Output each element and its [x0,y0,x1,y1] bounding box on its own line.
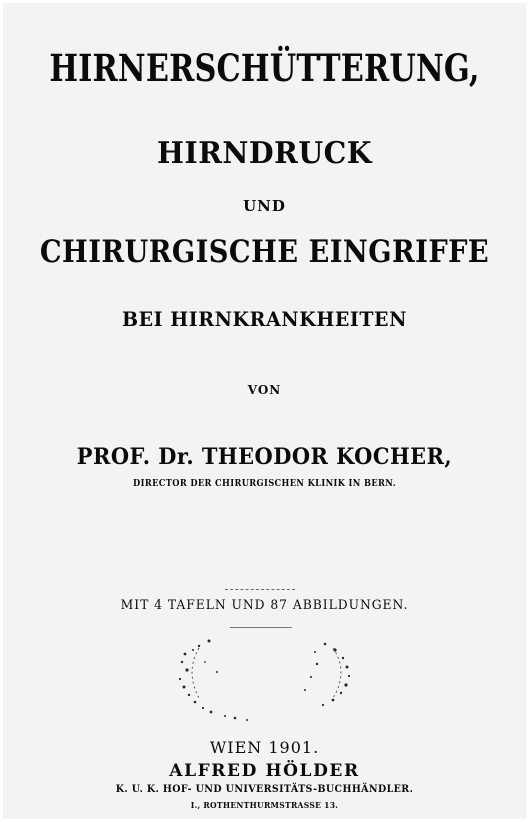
author-name: PROF. Dr. THEODOR KOCHER, [76,444,453,470]
author-role: DIRECTOR DER CHIRURGISCHEN KLINIK IN BERN. [133,479,396,489]
conjunction: UND [243,197,286,215]
title-line-1: HIRNERSCHÜTTERUNG, [49,46,480,90]
title-line-3: CHIRURGISCHE EINGRIFFE [39,234,490,270]
dotted-rule [225,589,295,590]
short-rule [230,627,292,628]
publisher-name: ALFRED HÖLDER [169,761,360,781]
by-line: VON [247,383,282,397]
illustrations-note: MIT 4 TAFELN UND 87 ABBILDUNGEN. [120,598,409,613]
subtitle: BEI HIRNKRANKHEITEN [121,307,408,331]
title-line-2: HIRNDRUCK [157,136,372,171]
publisher-vignette-ornament [165,632,365,727]
publisher-role: K. U. K. HOF- UND UNIVERSITÄTS-BUCHHÄNDLER. [115,784,414,795]
place-and-year: WIEN 1901. [209,738,320,757]
publisher-address: I., ROTHENTHURMSTRASSE 13. [190,800,339,810]
